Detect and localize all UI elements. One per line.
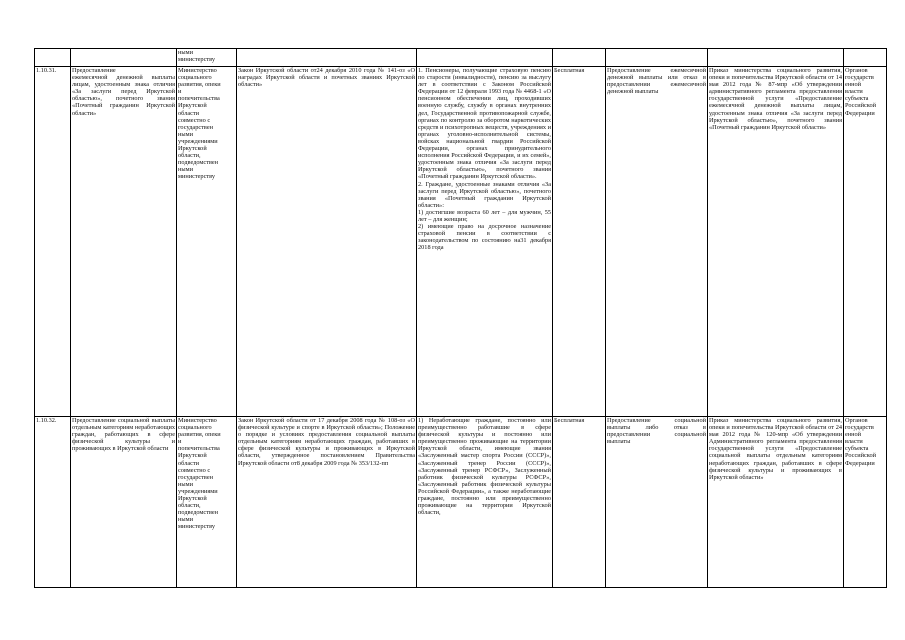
cell-law: [237, 49, 417, 67]
services-table: [34, 48, 887, 588]
cell-fee: Бесплатная: [553, 67, 606, 417]
table-row-continuation: [35, 49, 887, 67]
cell-service-name: [71, 49, 177, 67]
cell-level: [844, 49, 887, 67]
table-row: [35, 417, 887, 588]
cell-fee: [553, 49, 606, 67]
cell-recipients: [417, 49, 553, 67]
cell-level: Органов государств енной власти субъекта Российской Федерации: [844, 417, 887, 588]
cell-regulation: [708, 49, 844, 67]
cell-number: [35, 49, 71, 67]
cell-result: Предоставление социальной выплаты либо отказ в предоставлении социальной выплаты: [606, 417, 708, 588]
cell-recipients: 1. Пенсионеры, получающие страховую пенсию по старости (инвалидности), пенсию за выслугу лет в соответствии с Законом Российской Федерации от 12 февраля 1993 года № 4468-1 «О пенсионном обеспечении лиц, проходивших военную службу, службу в органах внутренних дел, Государственной противопожарной службе, органах по контролю за оборотом наркотических средств и психотропных веществ, учреждениях и органах уголовно-исполнительной системы, войсках национальной гвардии Российской Федерации, органах принудительного исполнения Российской Федерации, и их семей», удостоенным знака отличия «За заслуги перед Иркутской областью», почетного звания «Почетный гражданин Иркутской области». 2. Граждане, удостоенные знаками отличия «За заслуги перед Иркутской областью», почетного звания «Почетный гражданин Иркутской области»: 1) достигшие возраста 60 лет – для мужчин, 55 лет – для женщин; 2) имеющие право на досрочное назначение страховой пенсии в соответствии с законодательством по состоянию на31 декабря 2018 года: [417, 67, 553, 417]
cell-recipients: 1) Неработающие граждане, постоянно или преимущественно работавшие в сфере физической культуры и постоянно или преимущественно проживающие на территории Иркутской области, имеющие звания «Заслуженный мастер спорта России (СССР)», «Заслуженный тренер России (СССР)», «Заслуженный тренер РСФСР», Заслуженный работник физической культуры РСФСР», «Заслуженный работник физической культуры Российской Федерации», а также неработающие граждане, постоянно или преимущественно проживающие на территории Иркутской области,: [417, 417, 553, 588]
cell-service-name: Предоставление ежемесячной денежной выплаты лицам, удостоенным знака отличия «За заслуги перед Иркутской областью», почетного звания «Почетный гражданин Иркутской области»: [71, 67, 177, 417]
cell-number: 1.10.32.: [35, 417, 71, 588]
cell-result: Предоставление ежемесячной денежной выплаты или отказ в предоставлении ежемесячной денежной выплаты: [606, 67, 708, 417]
cell-regulation: Приказ министерства социального развития, опеки и попечительства Иркутской области от 14 мая 2012 года № 87-мпр «Об утверждении административного регламента предоставления государственной услуги «Предоставление ежемесячной денежной выплаты лицам, удостоенным знака отличия «За заслуги перед Иркутской областью», почетного звания «Почетный гражданин Иркутской области»: [708, 67, 844, 417]
cell-service-name: Предоставление социальной выплаты отдельным категориям неработающих граждан, работающих в сфере физической культуры и проживающих в Иркутской области: [71, 417, 177, 588]
cell-ministry: ными министерству: [177, 49, 237, 67]
cell-fee: Бесплатная: [553, 417, 606, 588]
cell-law: Закон Иркутской области от 17 декабря 2008 года № 108-оз «О физической культуре и спорте в Иркутской области»; Положение о порядке и условиях предоставления социальной выплаты отдельным категориям неработающих граждан, работавших в сфере физической культуры и проживающих в Иркутской области, утвержденное постановлением Правительства Иркутской области от8 декабря 2009 года № 353/132-пп: [237, 417, 417, 588]
cell-ministry: Министерство социального развития, опеки и попечительства Иркутской области совместно с государствен ными учреждениями Иркутской области, подведомствен ными министерству: [177, 417, 237, 588]
cell-number: 1.10.31.: [35, 67, 71, 417]
cell-result: [606, 49, 708, 67]
table-row: [35, 67, 887, 417]
cell-law: Закон Иркутской области от24 декабря 2010 года № 141-оз «О наградах Иркутской области и почетных званиях Иркутской области»: [237, 67, 417, 417]
cell-regulation: Приказ министерства социального развития, опеки и попечительства Иркутской области от 24 мая 2012 года № 120-мпр «Об утверждении Административного регламента предоставления государственной услуги «Предоставление социальной выплаты отдельным категориям неработающих граждан, работавших в сфере физической культуры и проживающих в Иркутской области»: [708, 417, 844, 588]
cell-level: Органов государств енной власти субъекта Российской Федерации: [844, 67, 887, 417]
cell-ministry: Министерство социального развития, опеки и попечительства Иркутской области совместно с государствен ными учреждениями Иркутской области, подведомствен ными министерству: [177, 67, 237, 417]
